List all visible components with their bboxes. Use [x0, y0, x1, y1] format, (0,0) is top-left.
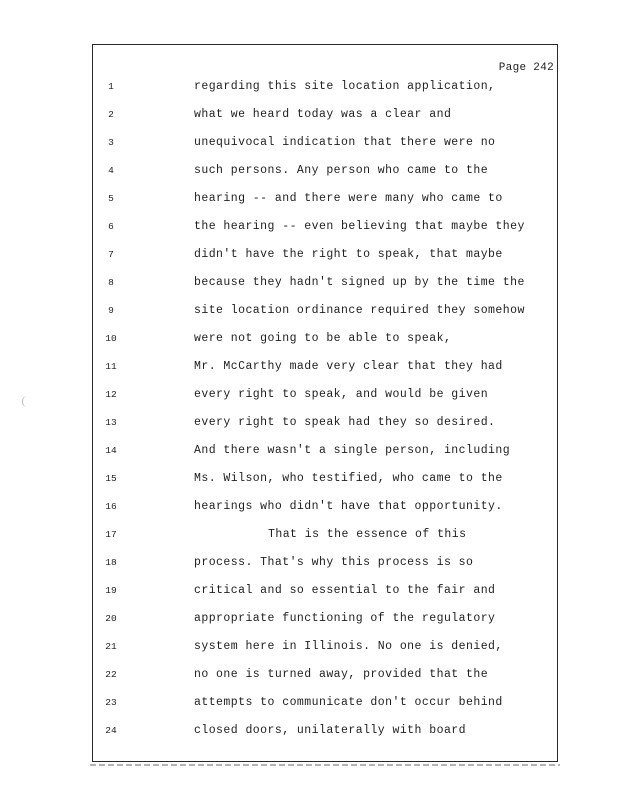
- line-number: 2: [108, 109, 114, 120]
- line-number: 4: [108, 165, 114, 176]
- transcript-line: closed doors, unilaterally with board: [194, 724, 466, 737]
- line-number: 6: [108, 221, 114, 232]
- transcript-line: attempts to communicate don't occur behind: [194, 696, 503, 709]
- line-number: 8: [108, 277, 114, 288]
- line-number: 23: [105, 697, 117, 708]
- line-number: 19: [105, 585, 117, 596]
- transcript-line: such persons. Any person who came to the: [194, 164, 489, 177]
- transcript-line: every right to speak, and would be given: [194, 388, 489, 401]
- line-number: 22: [105, 669, 117, 680]
- transcript-line: appropriate functioning of the regulatory: [194, 612, 496, 625]
- transcript-line: were not going to be able to speak,: [194, 332, 452, 345]
- line-number: 16: [105, 501, 117, 512]
- transcript-line: hearing -- and there were many who came to: [194, 192, 503, 205]
- line-number: 14: [105, 445, 117, 456]
- line-number: 24: [105, 725, 117, 736]
- transcript-line: unequivocal indication that there were no: [194, 136, 496, 149]
- transcript-line: hearings who didn't have that opportunity.: [194, 500, 503, 513]
- transcript-line: every right to speak had they so desired.: [194, 416, 496, 429]
- transcript-line: because they hadn't signed up by the time the: [194, 276, 525, 289]
- page-number: Page 242: [498, 62, 554, 74]
- line-number: 10: [105, 333, 117, 344]
- line-number: 13: [105, 417, 117, 428]
- line-number: 1: [108, 81, 114, 92]
- line-number: 17: [105, 529, 117, 540]
- line-number: 12: [105, 389, 117, 400]
- transcript-line: process. That's why this process is so: [194, 556, 474, 569]
- line-number: 18: [105, 557, 117, 568]
- line-number: 20: [105, 613, 117, 624]
- transcript-line: Ms. Wilson, who testified, who came to the: [194, 472, 503, 485]
- line-number: 5: [108, 193, 114, 204]
- transcript-line: system here in Illinois. No one is denied,: [194, 640, 503, 653]
- transcript-page-frame: [92, 44, 558, 762]
- transcript-line: That is the essence of this: [268, 528, 467, 541]
- transcript-line: critical and so essential to the fair and: [194, 584, 496, 597]
- transcript-line: And there wasn't a single person, including: [194, 444, 511, 457]
- line-number: 15: [105, 473, 117, 484]
- transcript-line: no one is turned away, provided that the: [194, 668, 489, 681]
- line-number: 9: [108, 305, 114, 316]
- line-number: 21: [105, 641, 117, 652]
- line-number: 7: [108, 249, 114, 260]
- transcript-line: site location ordinance required they somehow: [194, 304, 525, 317]
- margin-mark: [22, 396, 28, 407]
- frame-bottom-edge: [90, 764, 560, 766]
- transcript-line: the hearing -- even believing that maybe they: [194, 220, 525, 233]
- transcript-line: regarding this site location application,: [194, 80, 496, 93]
- transcript-line: didn't have the right to speak, that maybe: [194, 248, 503, 261]
- line-number: 3: [108, 137, 114, 148]
- transcript-line: what we heard today was a clear and: [194, 108, 452, 121]
- line-number: 11: [105, 361, 117, 372]
- transcript-line: Mr. McCarthy made very clear that they had: [194, 360, 503, 373]
